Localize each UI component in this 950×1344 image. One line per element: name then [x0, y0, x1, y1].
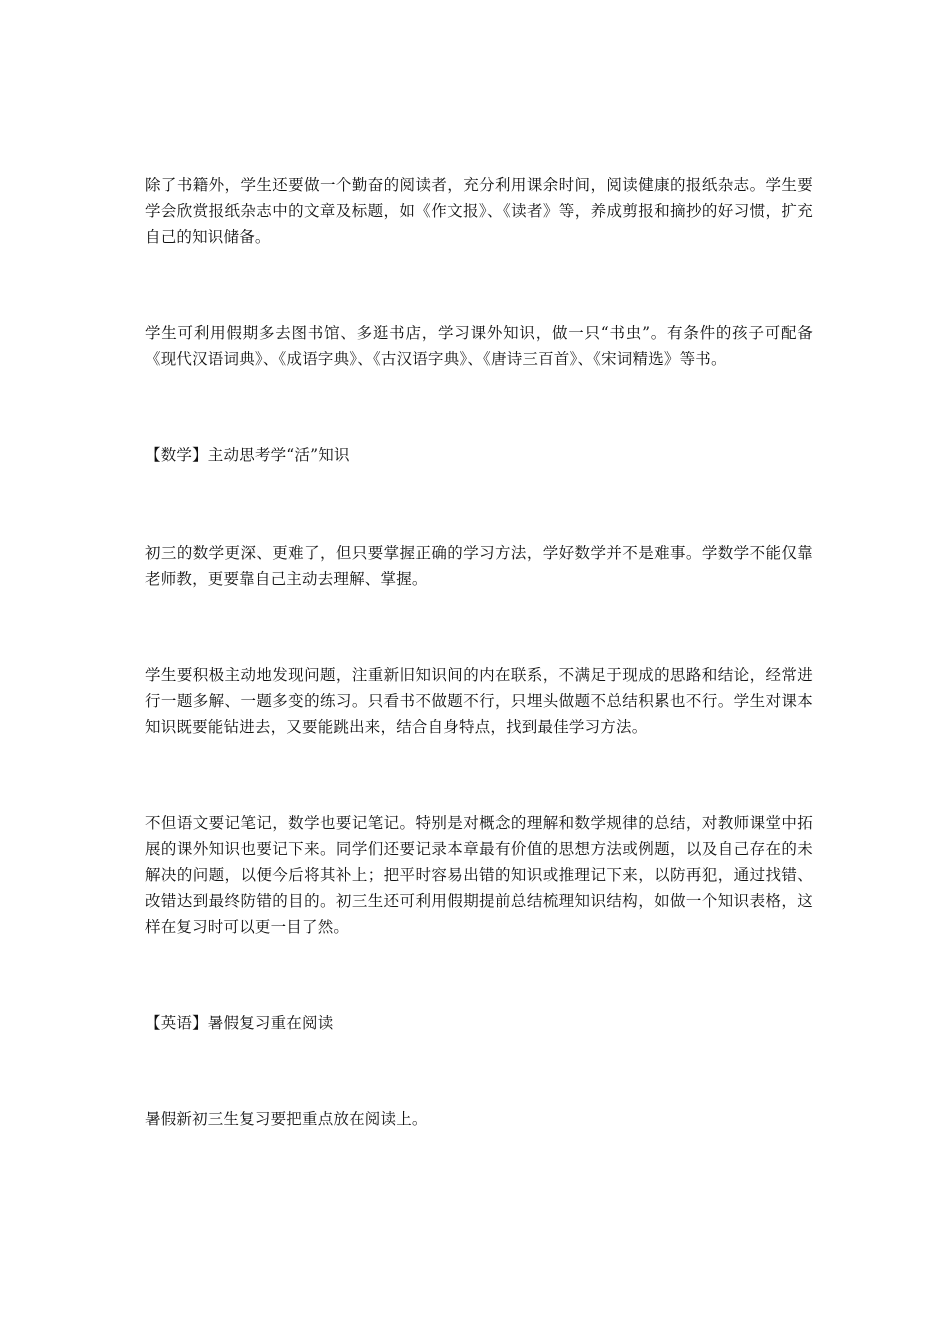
paragraph-math-problems: 学生要积极主动地发现问题，注重新旧知识间的内在联系，不满足于现成的思路和结论，经常进行一题多解、一题多变的练习。只看书不做题不行，只埋头做题不总结积累也不行。学生对课本知识既要能钻进去，又要能跳出来，结合自身特点，找到最佳学习方法。	[145, 666, 813, 736]
paragraph-library-books: 学生可利用假期多去图书馆、多逛书店，学习课外知识，做一只“书虫”。有条件的孩子可配备《现代汉语词典》、《成语字典》、《古汉语字典》、《唐诗三百首》、《宋词精选》等书。	[145, 324, 813, 368]
section-heading-english: 【英语】暑假复习重在阅读	[145, 1014, 334, 1032]
paragraph-math-intro: 初三的数学更深、更难了，但只要掌握正确的学习方法，学好数学并不是难事。学数学不能仅靠老师教，更要靠自己主动去理解、掌握。	[145, 544, 813, 588]
paragraph-reading-newspapers: 除了书籍外，学生还要做一个勤奋的阅读者，充分利用课余时间，阅读健康的报纸杂志。学生要学会欣赏报纸杂志中的文章及标题，如《作文报》、《读者》等，养成剪报和摘抄的好习惯，扩充自己的知识储备。	[145, 176, 813, 246]
paragraph-math-notes: 不但语文要记笔记，数学也要记笔记。特别是对概念的理解和数学规律的总结，对教师课堂中拓展的课外知识也要记下来。同学们还要记录本章最有价值的思想方法或例题，以及自己存在的未解决的问题，以便今后将其补上；把平时容易出错的知识或推理记下来，以防再犯，通过找错、改错达到最终防错的目的。初三生还可利用假期提前总结梳理知识结构，如做一个知识表格，这样在复习时可以更一目了然。	[145, 814, 813, 936]
section-heading-math: 【数学】主动思考学“活”知识	[145, 446, 350, 464]
paragraph-english-reading: 暑假新初三生复习要把重点放在阅读上。	[145, 1110, 428, 1128]
